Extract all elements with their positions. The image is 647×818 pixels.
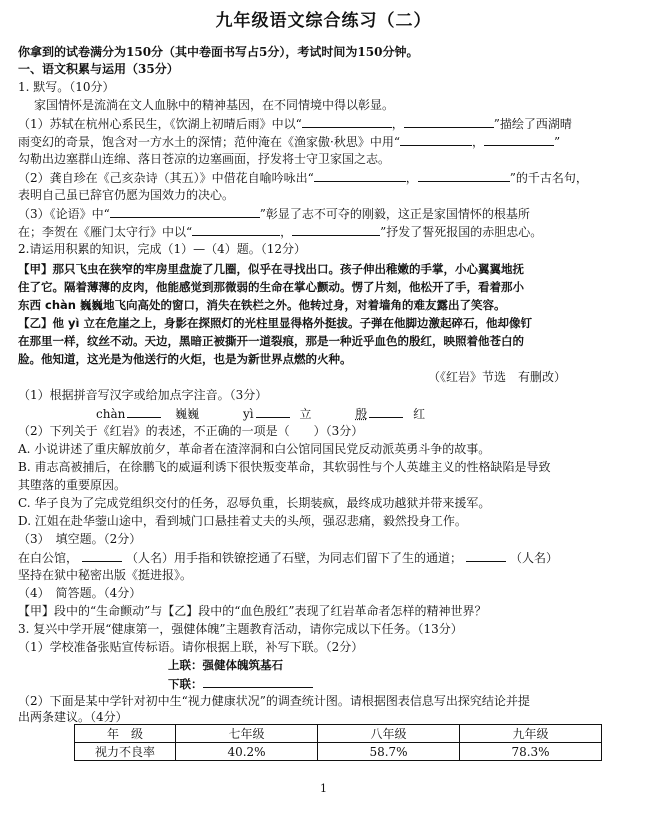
fill-line2: 坚持在狱中秘密出版《挺进报》。 [18,568,193,582]
table-header: 年 级 [75,725,176,743]
answer-blank[interactable] [82,550,122,562]
table-row-label: 视力不良率 [75,743,176,761]
option-a: A. 小说讲述了重庆解放前夕，革命者在渣滓洞和白公馆同国民党反动派英勇斗争的故事。 [18,442,491,456]
answer-blank[interactable] [110,206,260,218]
answer-blank[interactable] [404,116,494,128]
q1-item3-line1: （3）《论语》中“ ”彰显了志不可夺的刚毅，这正是家国情怀的根基所 [18,207,530,221]
table-cell: 58.7% [318,743,460,761]
lower-couplet: 下联： [168,676,313,691]
option-d: D. 江姐在赴华蓥山途中，看到城门口悬挂着丈夫的头颅，强忍悲痛，毅然投身工作。 [18,514,467,528]
table-cell: 40.2% [176,743,318,761]
page-number: 1 [320,782,327,795]
upper-couplet: 上联：强健体魄筑基石 [168,658,283,672]
q2-heading: 2.请运用积累的知识，完成（1）—（4）题。（12分） [18,242,306,256]
q1-item1-line2: 雨变幻的奇景，饱含对一方水土的深情；范仲淹在《渔家傲·秋思》中用“ ， ” [18,135,561,149]
passage-yi-line1: 【乙】他 yì 立在危崖之上，身影在探照灯的光柱里显得格外挺拔。子弹在他脚边激起碎石，他却像钉 [18,316,532,330]
answer-blank[interactable] [203,676,313,688]
q3-heading: 3. 复兴中学开展“健康第一，强健体魄”主题教育活动，请你完成以下任务。（13分） [18,622,463,636]
table-row [75,743,602,761]
q1-item2-line1: （2）龚自珍在《己亥杂诗（其五）》中借花自喻吟咏出“ ， ”的千古名句， [18,171,588,185]
table-header: 八年级 [318,725,460,743]
vision-table [74,724,602,761]
q2-sub2: （2）下列关于《红岩》的表述，不正确的一项是（ ）（3分） [18,424,364,438]
option-b-line1: B. 甫志高被捕后，在徐鹏飞的威逼利诱下很快叛变革命，其软弱性与个人英雄主义的性格缺陷是导致 [18,460,551,474]
q2-question: 【甲】段中的“生命颤动”与【乙】段中的“血色殷红”表现了红岩革命者怎样的精神世界？ [18,604,487,618]
exam-notice: 你拿到的试卷满分为150分（其中卷面书写占5分），考试时间为150分钟。 [18,45,419,59]
table-cell: 78.3% [460,743,602,761]
option-c: C. 华子良为了完成党组织交付的任务，忍辱负重，长期装疯，最终成功越狱并带来援军。 [18,496,491,510]
section-heading: 一、语文积累与运用（35分） [18,62,179,76]
q1-item1-line1: （1）苏轼在杭州心系民生，《饮湖上初晴后雨》中以“ ， ”描绘了西湖晴 [18,117,572,131]
answer-blank[interactable] [302,116,392,128]
q2-sub3: （3） 填空题。（2分） [18,532,142,546]
answer-blank[interactable] [314,170,406,182]
option-b-line2: 其堕落的重要原因。 [18,478,127,492]
answer-blank[interactable] [256,406,290,418]
passage-source: （《红岩》节选 有删改） [428,370,567,384]
answer-blank[interactable] [466,550,506,562]
q1-intro: 家国情怀是流淌在文人血脉中的精神基因，在不同情境中得以彰显。 [34,98,395,112]
answer-blank[interactable] [127,406,161,418]
answer-blank[interactable] [418,170,510,182]
passage-jia-line1: 【甲】那只飞虫在狭窄的牢房里盘旋了几圈，似乎在寻找出口。孩子伸出稚嫩的手掌，小心翼翼地抚 [18,262,524,276]
fill-line1: 在白公馆， （人名）用手指和铁镣挖通了石壁，为同志们留下了生的通道； （人名） [18,551,559,565]
passage-yi-line3: 脸。他知道，这光是为他送行的火炬，也是为新世界点燃的火种。 [18,352,352,366]
table-header: 七年级 [176,725,318,743]
q2-sub4: （4） 简答题。（4分） [18,586,142,600]
q1-heading: 1. 默写。（10分） [18,80,115,94]
table-header: 九年级 [460,725,602,743]
q1-item1-line3: 勾勒出边塞群山连绵、落日苍凉的边塞画面，抒发将士守卫家国之志。 [18,152,391,166]
answer-blank[interactable] [484,134,554,146]
q1-item3-line2: 在；李贺在《雁门太守行》中以“ ， ”抒发了誓死报国的赤胆忠心。 [18,225,543,239]
answer-blank[interactable] [192,224,280,236]
passage-yi-line2: 在那里一样，纹丝不动。天边，黑暗正被撕开一道裂痕，那是一种近乎血色的殷红，映照着他苍白的 [18,334,524,348]
answer-blank[interactable] [400,134,472,146]
table-header-row [75,725,602,743]
pinyin-row: chàn 巍巍 yì 立 殷 红 [96,407,426,421]
answer-blank[interactable] [369,406,403,418]
q3-sub1: （1）学校准备张贴宣传标语。请你根据上联，补写下联。（2分） [18,640,364,654]
q3-sub2-line2: 出两条建议。（4分） [18,710,128,724]
q2-sub1: （1）根据拼音写汉字或给加点字注音。（3分） [18,388,268,402]
q1-item2-line2: 表明自己虽已辞官仍愿为国效力的决心。 [18,188,235,202]
q3-sub2-line1: （2）下面是某中学针对初中生“视力健康状况”的调查统计图。请根据图表信息写出探究结论并提 [18,694,530,708]
answer-blank[interactable] [292,224,380,236]
page-title: 九年级语文综合练习（二） [215,11,432,31]
passage-jia-line3: 东西 chàn 巍巍地飞向高处的窗口，消失在铁栏之外。他转过身，对着墙角的难友露出了笑容。 [18,298,506,312]
passage-jia-line2: 住了它。隔着薄薄的皮肉，他能感觉到那微弱的生命在掌心颤动。愣了片刻，他松开了手，看着那小 [18,280,524,294]
